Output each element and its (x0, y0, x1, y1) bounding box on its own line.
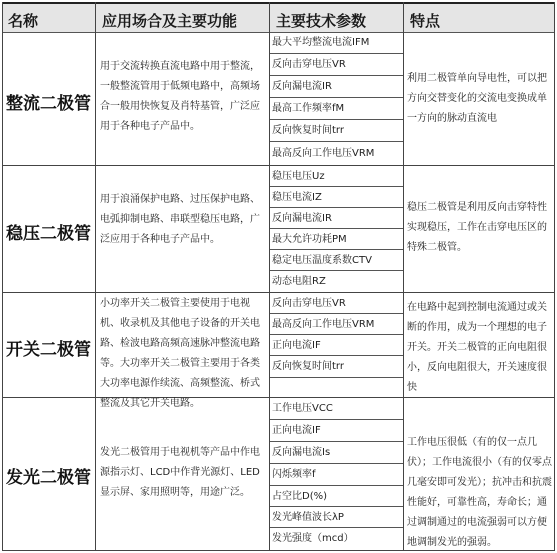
column-divider (95, 2, 96, 551)
param-item: 闪烁频率f (270, 464, 403, 486)
header-name-label: 名称 (8, 12, 39, 30)
param-list-led (270, 398, 403, 549)
param-item: 工作电压VCC (270, 398, 403, 420)
row-name-zener: 稳压二极管 (6, 224, 91, 244)
param-item: 正向电流IF (270, 420, 403, 442)
row-application-switching: 小功率开关二极管主要使用于电视机、收录机及其他电子设备的开关电路、检波电路高频高速脉冲整流电路等。大功率开关二极管主要用于各类大功率电源作续流、高频整流、桥式整流及其它开关电路。 (100, 298, 260, 409)
param-item: 占空比D(%) (270, 486, 403, 507)
param-item: 反向漏电流IR (270, 208, 403, 229)
param-item-empty (270, 378, 403, 397)
param-item: 反向击穿电压VR (270, 54, 403, 76)
column-divider (403, 2, 404, 551)
column-divider (554, 2, 555, 551)
row-name-led: 发光二极管 (6, 468, 91, 488)
param-item: 发光强度（mcd） (272, 533, 354, 544)
header-cell-feature (404, 2, 555, 33)
header-cell-params (270, 2, 404, 33)
row-application-led: 发光二极管用于电视机等产品中作电源指示灯、LCD中作背光源灯、LED显示屏、家用照明等，用途广泛。 (100, 447, 260, 498)
param-item: 反向漏电流IR (270, 76, 403, 98)
diode-comparison-table (2, 2, 555, 551)
row-feature-zener: 稳压二极管是利用反向击穿特性实现稳压，工作在击穿电压区的特殊二极管。 (407, 202, 547, 253)
header-cell-name (2, 2, 96, 33)
header-application-label: 应用场合及主要功能 (102, 12, 238, 30)
param-item: 反向恢复时间trr (270, 120, 403, 142)
param-item: 正向电流IF (270, 335, 403, 356)
param-item: 发光峰值波长λP (270, 507, 403, 528)
row-feature-rectifier: 利用二极管单向导电性，可以把方向交替变化的交流电变换成单一方向的脉动直流电 (407, 73, 547, 124)
header-cell-application (96, 2, 270, 33)
param-list-rectifier (270, 32, 403, 165)
row-feature-led: 工作电压很低（有的仅一点几伏）；工作电流很小（有的仅零点几毫安即可发光）；抗冲击和抗震性能好，可靠性高，寿命长；通过调制通过的电流强弱可以方便地调制发光的强弱。 (407, 437, 552, 548)
row-name-rectifier: 整流二极管 (6, 94, 91, 114)
param-item: 最高反向工作电压VRM (270, 314, 403, 335)
param-list-zener (270, 166, 403, 292)
row-application-rectifier: 用于交流转换直流电路中用于整流，一般整流管用于低频电路中，高频场合一般用快恢复及肖特基管，广泛应用于各种电子产品中。 (100, 61, 260, 132)
param-item: 稳压电压Uz (270, 166, 403, 187)
param-item: 稳压电流IZ (270, 187, 403, 208)
param-item: 反向击穿电压VR (270, 293, 403, 314)
param-item: 反向漏电流Is (270, 442, 403, 464)
header-params-label: 主要技术参数 (276, 12, 367, 30)
row-feature-switching: 在电路中起到控制电流通过或关断的作用，成为一个理想的电子开关。开关二极管的正向电阻很小，反向电阻很大，开关速度很快 (407, 302, 547, 393)
param-item: 最高工作频率fM (270, 98, 403, 120)
param-item: 动态电阻RZ (272, 276, 326, 287)
param-list-switching (270, 293, 403, 397)
row-name-switching: 开关二极管 (6, 340, 91, 360)
param-item: 反向恢复时间trr (270, 356, 403, 378)
param-item: 稳定电压温度系数CTV (270, 250, 403, 271)
row-application-zener: 用于浪涌保护电路、过压保护电路、电弧抑制电路、串联型稳压电路，广泛应用于各种电子产品中。 (100, 194, 260, 245)
param-item: 最大允许功耗PM (270, 229, 403, 250)
header-feature-label: 特点 (410, 12, 441, 30)
param-item: 最高反向工作电压VRM (272, 148, 375, 159)
param-item: 最大平均整流电流IFM (270, 32, 403, 54)
